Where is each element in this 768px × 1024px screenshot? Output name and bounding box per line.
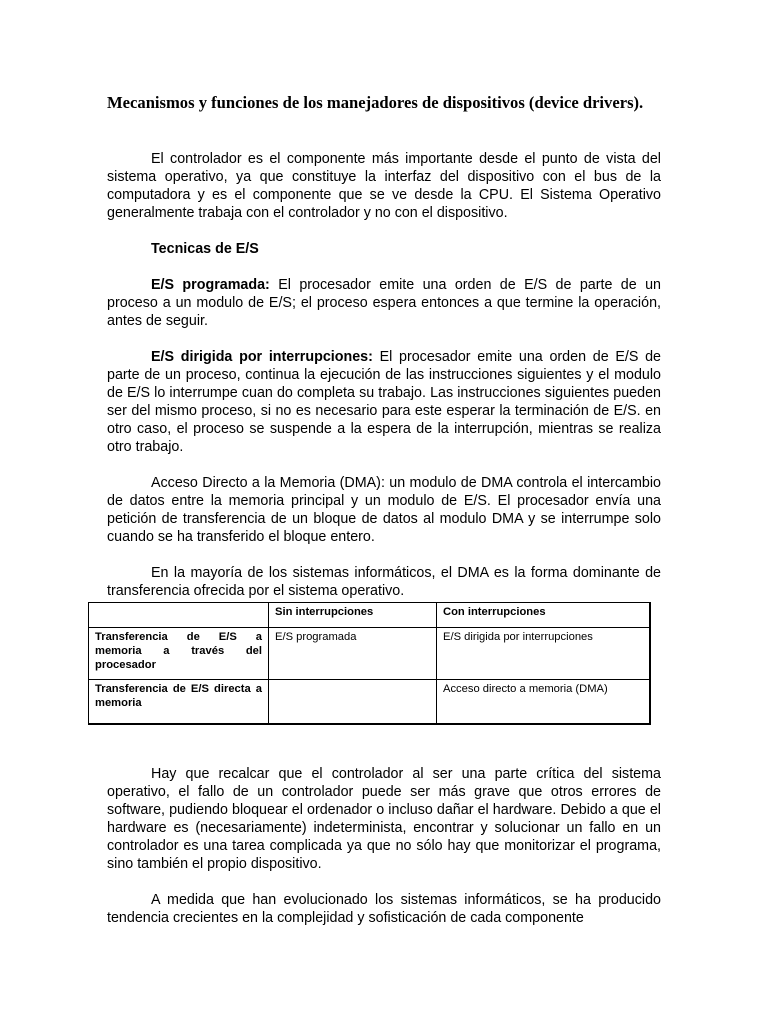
interrupciones-text: El procesador emite una orden de E/S de parte de un proceso, continua la ejecución de las instrucciones siguientes y el modulo de E/S lo interrumpe cuan do completa su trabajo. Las instrucciones siguientes pueden ser del mismo proceso, si no es necesario para este esperar la terminación de E/S. en otro caso, el proceso se suspende a la espera de la interrupción, mientras se realiza otro trabajo. [107, 349, 661, 455]
table-cell [269, 680, 437, 725]
table-row [89, 680, 651, 725]
document-body [95, 150, 661, 945]
programada-paragraph [107, 276, 661, 330]
table-row [89, 628, 651, 680]
table-row-header: Transferencia de E/S a memoria a través del procesador [89, 628, 269, 680]
document-title: Mecanismos y funciones de los manejadores de dispositivos (device drivers). [107, 93, 644, 112]
dominante-paragraph: En la mayoría de los sistemas informáticos, el DMA es la forma dominante de transferencia ofrecida por el sistema operativo. [107, 565, 661, 599]
table-cell: E/S programada [269, 628, 437, 680]
evolucion-paragraph: A medida que han evolucionado los sistemas informáticos, se ha producido tendencia crecientes en la complejidad y sofisticación de cada componente [107, 892, 661, 926]
programada-lead: E/S programada: [151, 277, 270, 293]
io-techniques-table [88, 602, 651, 725]
table-cell: Acceso directo a memoria (DMA) [437, 680, 651, 725]
intro-paragraph: El controlador es el componente más importante desde el punto de vista del sistema operativo, ya que constituye la interfaz del dispositivo con el bus de la computadora y es el componente que se ve desde la CPU. El Sistema Operativo generalmente trabaja con el controlador y no con el dispositivo. [107, 151, 661, 221]
dma-paragraph: Acceso Directo a la Memoria (DMA): un modulo de DMA controla el intercambio de datos entre la memoria principal y un modulo de E/S. El procesador envía una petición de transferencia de un bloque de datos al modulo DMA y se interrumpe solo cuando se ha transferido el bloque entero. [107, 475, 661, 545]
table-header-row [89, 603, 651, 628]
table-header-cell: Con interrupciones [437, 603, 651, 628]
interrupciones-lead: E/S dirigida por interrupciones: [151, 349, 373, 365]
table-row-header: Transferencia de E/S directa a memoria [89, 680, 269, 725]
table-header-cell [89, 603, 269, 628]
table-cell: E/S dirigida por interrupciones [437, 628, 651, 680]
table-header-cell: Sin interrupciones [269, 603, 437, 628]
recalcar-paragraph: Hay que recalcar que el controlador al ser una parte crítica del sistema operativo, el fallo de un controlador puede ser más grave que otros errores de software, pudiendo bloquear el ordenador o incluso dañar el hardware. Debido a que el hardware es (necesariamente) indeterminista, encontrar y solucionar un fallo en un controlador es una tarea complicada ya que no sólo hay que monitorizar el programa, sino también el propio dispositivo. [107, 766, 661, 872]
tecnicas-heading: Tecnicas de E/S [151, 241, 259, 257]
interrupciones-paragraph [107, 348, 661, 456]
programada-text: El procesador emite una orden de E/S de parte de un proceso a un modulo de E/S; el proceso espera entonces a que termine la operación, antes de seguir. [107, 277, 661, 329]
